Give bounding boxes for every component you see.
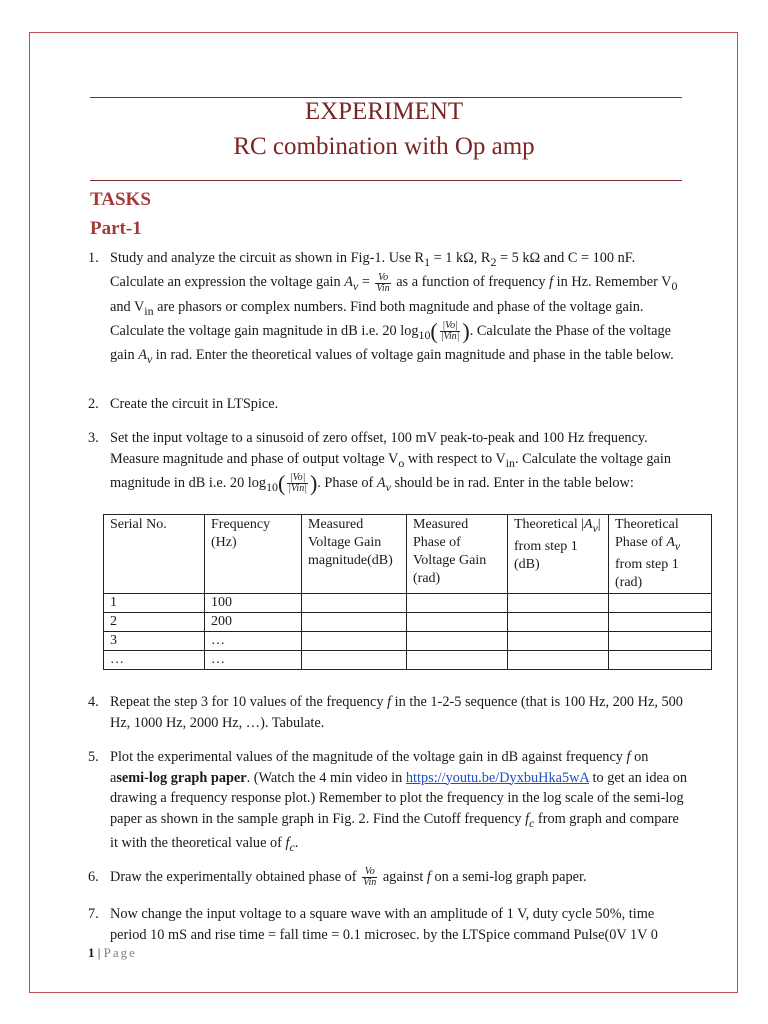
page-label: Page xyxy=(103,945,137,960)
page-number: 1 xyxy=(88,945,95,960)
item-body: Study and analyze the circuit as shown in Fig-1. Use $R_1 = 1$ kΩ, $R_2 = 5$ kΩ and C = 100 nF. Calculate an expression the voltage gain $A_v$ = $\frac{Vo}{\text{Vin}}$ as a function of frequency f in Hz. Remember $V_0$ and $V_{in}$ are phasors or complex numbers. Find both magnitude and phase of the voltage gain. Calculate the voltage gain magnitude in dB i.e. 20 $\log_{10}$( $\frac{|Vo|}{\text{|Vin|}}$ ). Calculate the Phase of the voltage gain $A_v$ in rad. Enter the theoretical values of voltage gain magnitude and phase in the table below. xyxy=(110,250,678,367)
tasks-heading: TASKS xyxy=(90,189,151,210)
task-item-2: 2. Create the circuit in LTSpice. xyxy=(88,396,279,412)
results-table xyxy=(103,514,712,670)
db-fraction: $\frac{|Vo|}{\text{|Vin|}}$ xyxy=(440,320,460,343)
table-row: 2 200 xyxy=(104,612,712,631)
table-row: … … xyxy=(104,650,712,669)
task-item-4: 4. Repeat the step 3 for 10 values of the frequency f in the 1-2-5 sequence (that is 100 Hz, 200 Hz, 500 Hz, 1000 Hz, 2000 Hz, …). Tabulate. xyxy=(88,694,683,731)
col-measured-phase: Measured Phase of Voltage Gain (rad) xyxy=(407,515,508,594)
gain-fraction: $\frac{Vo}{\text{Vin}}$ xyxy=(376,271,390,294)
task-item-5: 5. Plot the experimental values of the magnitude of the voltage gain in dB against frequency f on asemi-log graph paper. (Watch the 4 min video in https://youtu.be/DyxbuHka5wA to get an idea on drawing a frequency response plot.) Remember to plot the frequency in the log scale of the semi-log paper as shown in the sample graph in Fig. 2. Find the Cutoff frequency $f_c$ from graph and compare it with the theoretical value of $f_c$. xyxy=(88,749,688,854)
task-item-6: 6. Draw the experimentally obtained phase of $\frac{Vo}{\text{Vin}}$ against f on a semi-log graph paper. xyxy=(88,866,587,889)
table-header-row xyxy=(104,515,712,594)
video-link[interactable]: https://youtu.be/DyxbuHka5wA xyxy=(405,769,589,786)
page-title: EXPERIMENT xyxy=(304,98,464,125)
page-footer: 1 | Page xyxy=(88,945,137,960)
part1-heading: Part-1 xyxy=(90,218,142,239)
task-item-1 xyxy=(88,248,688,370)
col-serial: Serial No. xyxy=(104,515,205,594)
task-item-3: 3. Set the input voltage to a sinusoid of zero offset, 100 mV peak-to-peak and 100 Hz frequency. Measure magnitude and phase of output voltage $V_o$ with respect to $V_{in}$. Calculate the voltage gain magnitude in dB i.e. 20 $\log_{10}$( $\frac{|Vo|}{\text{|Vin|}}$ ). Phase of $A_v$ should be in rad. Enter in the table below: xyxy=(88,430,672,496)
item-number: 1. xyxy=(88,250,99,266)
title-rule-bottom xyxy=(90,180,682,181)
table-row: 3 … xyxy=(104,631,712,650)
col-theoretical-gain: Theoretical $|A_v|$ from step 1 (dB) xyxy=(508,515,609,594)
task-item-7: 7. Now change the input voltage to a square wave with an amplitude of 1 V, duty cycle 50%, time period 10 mS and rise time = fall time = 0.1 microsec. by the LTSpice command Pulse(0V 1V 0 xyxy=(88,906,658,943)
page-subtitle: RC combination with Op amp xyxy=(233,133,535,160)
table-row: 1 100 xyxy=(104,593,712,612)
col-measured-gain: Measured Voltage Gain magnitude(dB) xyxy=(302,515,407,594)
col-frequency: Frequency (Hz) xyxy=(205,515,302,594)
col-theoretical-phase: Theoretical Phase of $A_v$ from step 1 (rad) xyxy=(609,515,712,594)
